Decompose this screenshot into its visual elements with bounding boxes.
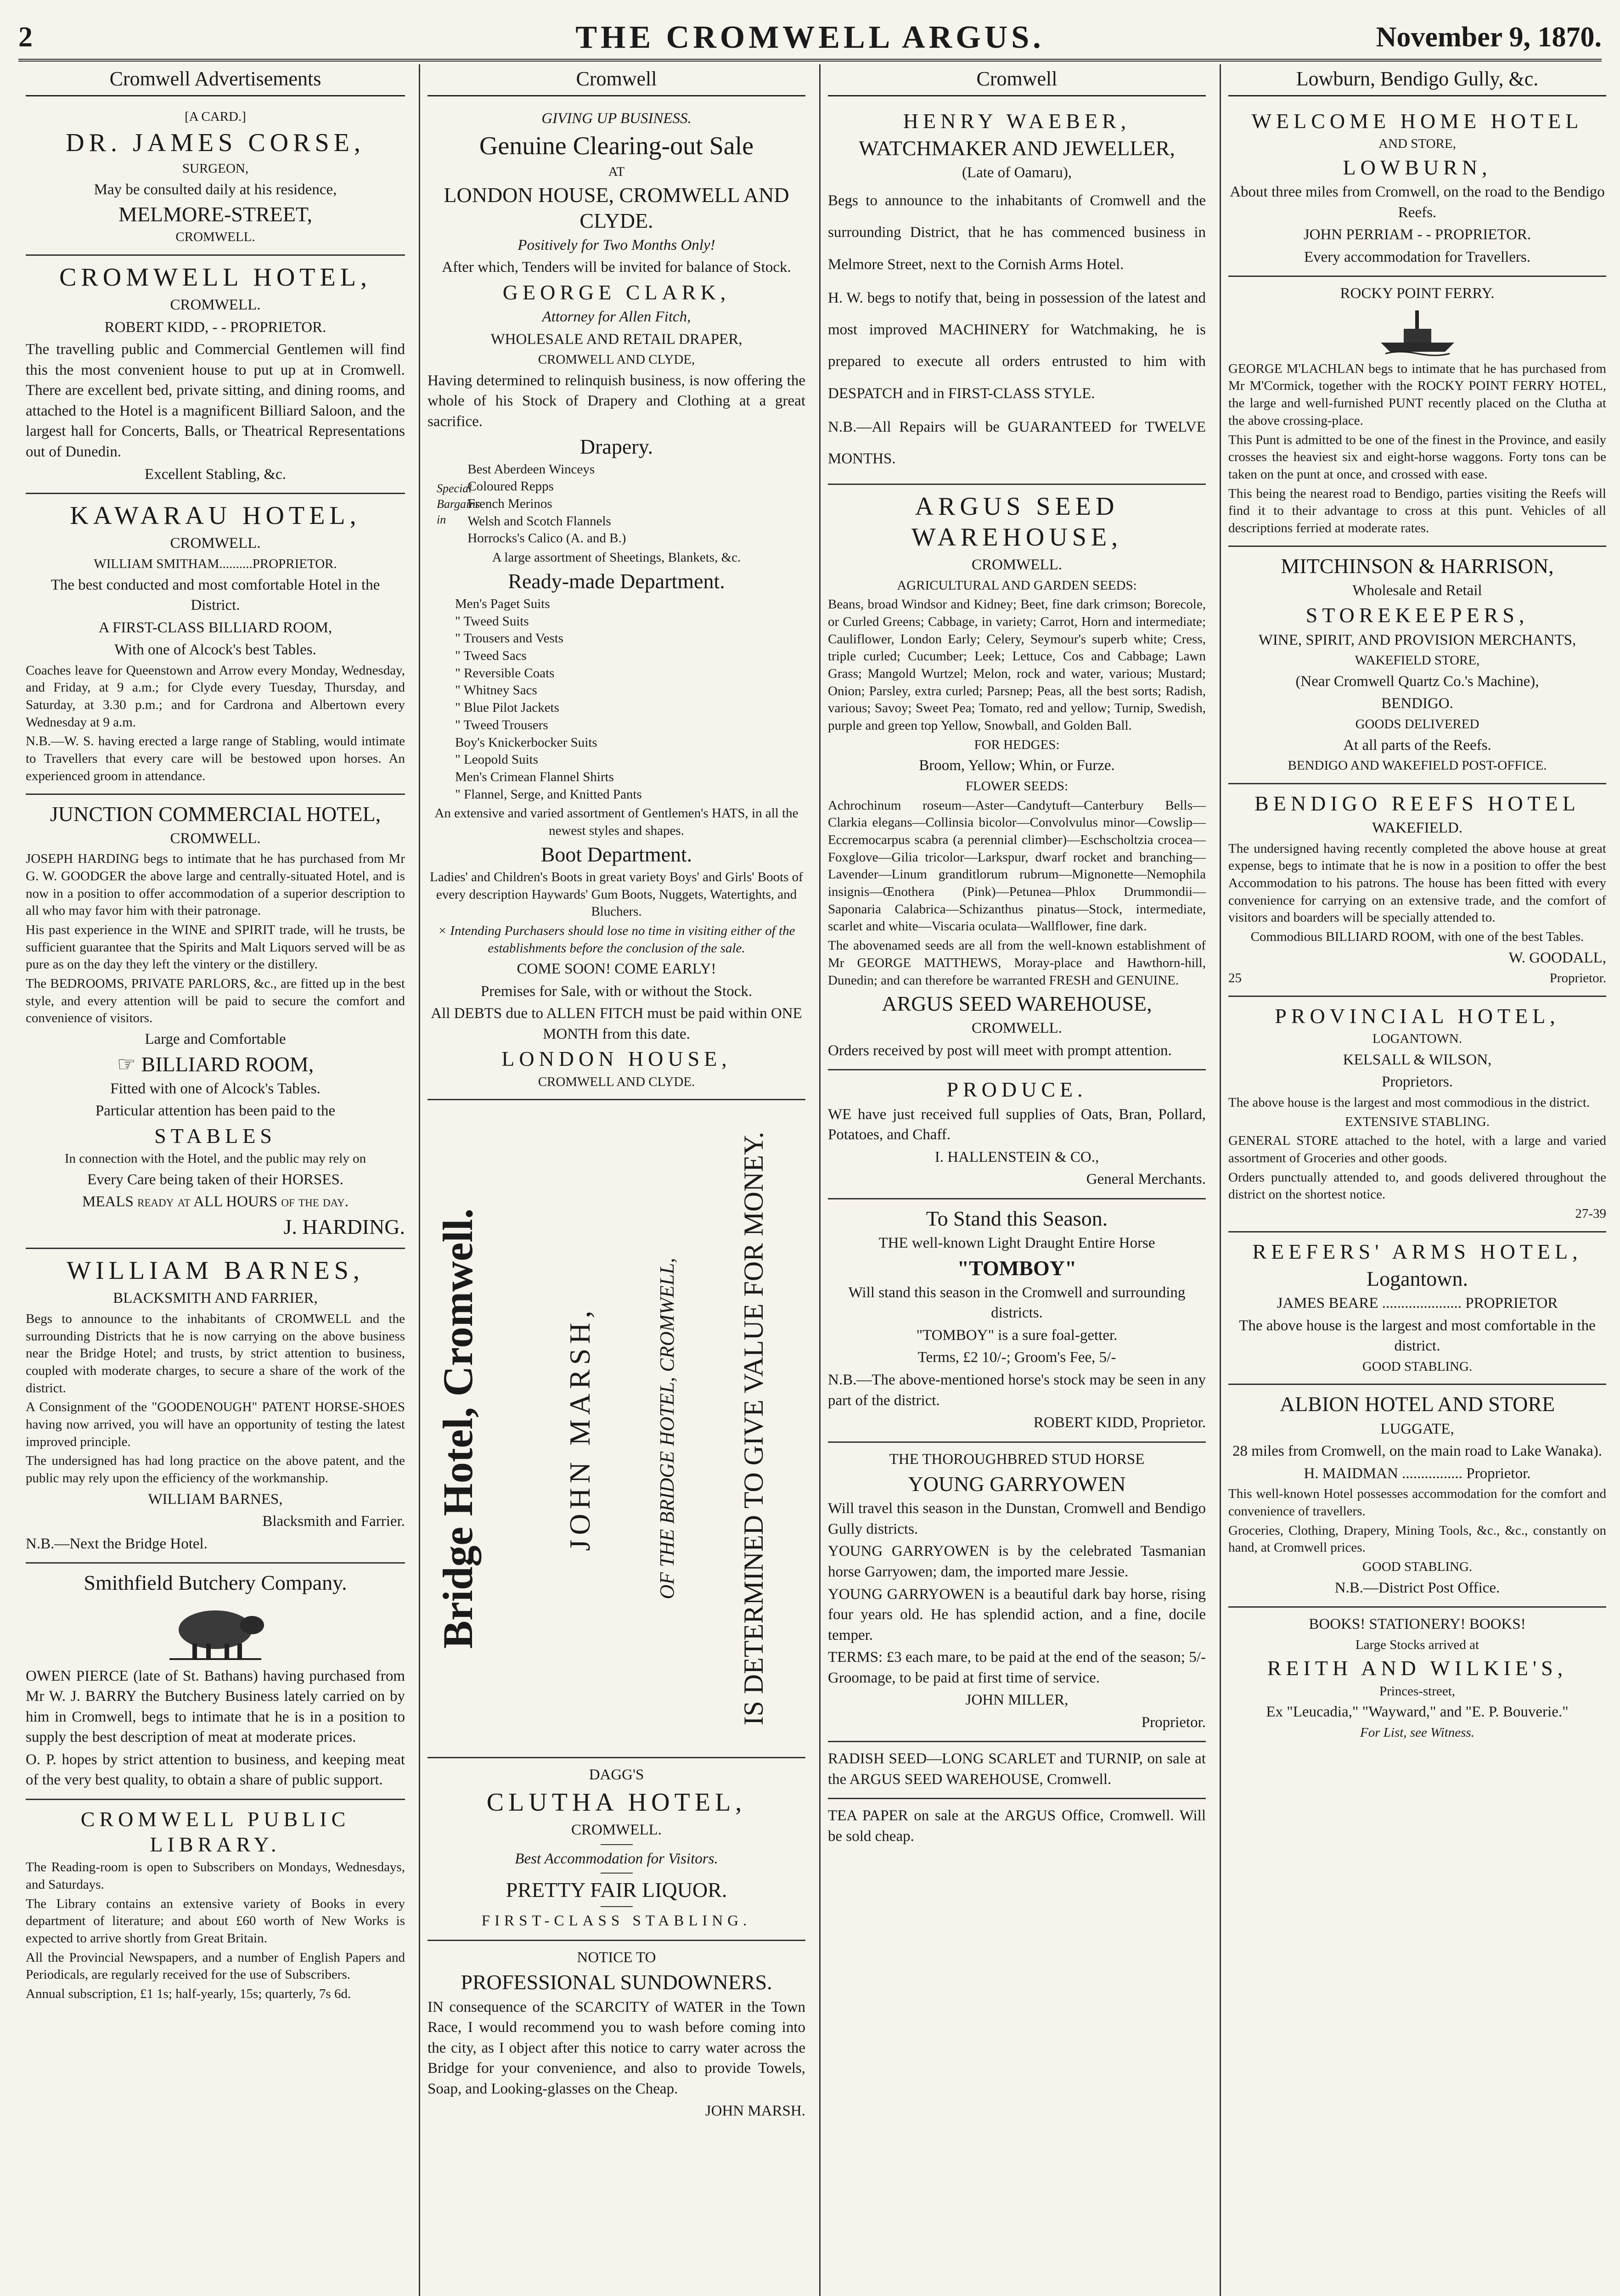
issue-date: November 9, 1870. — [1376, 22, 1602, 53]
ad-subheading: SURGEON, — [182, 161, 249, 176]
ad-clearing-out-sale — [428, 102, 805, 1100]
ad-text: GOOD STABLING. — [1362, 1359, 1473, 1374]
ad-text: Large and Comfortable — [145, 1031, 286, 1048]
ad-books-stationery — [1228, 1608, 1606, 1750]
column-heading: Cromwell Advertisements — [26, 64, 405, 96]
list-item: Boy's Knickerbocker Suits — [455, 735, 597, 750]
ad-text: N.B.—All Repairs will be GUARANTEED for TWELVE MONTHS. — [828, 419, 1206, 467]
ad-subheading: Logantown. — [1366, 1266, 1468, 1290]
ad-text: The Library contains an extensive variety of Books in every department of literature; and about £60 worth of New Works is expected to arrive shortly from Great Britain. — [26, 1896, 405, 1946]
ad-text: Coaches leave for Queenstown and Arrow every Monday, Wednesday, and Friday, at 9 a.m.; for Clyde every Tuesday, Thursday, and Saturday, at 3.30 p.m.; and for Cardrona and Albertown every Wednesday at 9 a.m. — [26, 663, 405, 730]
page-number: 2 — [18, 22, 33, 53]
ad-subheading: STOREKEEPERS, — [1305, 603, 1529, 627]
column-1 — [18, 64, 412, 2296]
ad-text: BENDIGO AND WAKEFIELD POST-OFFICE. — [1288, 758, 1547, 773]
ad-subheading: CROMWELL. — [571, 1822, 662, 1839]
ad-signature: J. HARDING. — [283, 1215, 405, 1238]
ad-text: Annual subscription, £1 1s; half-yearly, 15s; quarterly, 7s 6d. — [26, 1986, 351, 2002]
ad-welcome-home-hotel — [1228, 102, 1606, 277]
ad-kawarau-hotel — [26, 494, 405, 794]
ad-subheading: LOWBURN, — [1343, 155, 1492, 179]
ad-signature: General Merchants. — [1086, 1171, 1206, 1188]
ad-text: H. W. begs to notify that, being in possession of the latest and most improved MACHINERY for Watchmaking, he is prepared to execute all orders entrusted to him with DESPATCH and in FIRST-CLASS STYLE. — [828, 289, 1206, 402]
ad-text: For List, see Witness. — [1360, 1725, 1474, 1740]
ad-text: The undersigned has had long practice on the above patent, and the public may rely upon the efficiency of the workmanship. — [26, 1453, 405, 1486]
ad-text: BILLIARD ROOM, — [141, 1052, 314, 1076]
list-item: " Tweed Trousers — [455, 717, 548, 732]
ad-text: GENERAL STORE attached to the hotel, with a large and varied assortment of Groceries and other goods. — [1228, 1133, 1606, 1165]
ad-proprietor: H. MAIDMAN ................ Proprietor. — [1304, 1465, 1531, 1482]
ad-text — [26, 1052, 405, 1077]
ad-albion-hotel — [1228, 1385, 1606, 1608]
ad-signature: I. HALLENSTEIN & CO., — [934, 1148, 1099, 1165]
ad-tag: [A CARD.] — [185, 109, 246, 124]
ad-public-library — [26, 1800, 405, 2011]
ad-subheading: WATCHMAKER AND JEWELLER, — [859, 136, 1175, 160]
ad-text: This Punt is admitted to be one of the finest in the Province, and easily crosses the heaviest six and eight-horse waggons. Forty tons can be taken on the punt at once, and crossed with ease. — [1228, 432, 1606, 482]
ad-dr-corse — [26, 102, 405, 256]
ad-text: Groceries, Clothing, Drapery, Mining Tools, &c., &c., constantly on hand, at Cromwell prices. — [1228, 1523, 1606, 1555]
ad-text: 28 miles from Cromwell, on the main road to Lake Wanaka). — [1232, 1443, 1603, 1460]
ad-heading: MITCHINSON & HARRISON, — [1281, 554, 1554, 578]
list-item: " Whitney Sacs — [455, 683, 537, 698]
list-item: Welsh and Scotch Flannels — [467, 513, 611, 529]
column-2 — [419, 64, 813, 2296]
ad-text: A large assortment of Sheetings, Blankets, &c. — [492, 550, 741, 565]
ad-subheading: AND STORE, — [1378, 136, 1456, 152]
list-item: " Reversible Coats — [455, 665, 555, 681]
drapery-items — [467, 461, 626, 547]
ad-text: N.B.—District Post Office. — [1334, 1579, 1500, 1596]
list-item: French Merinos — [467, 496, 552, 512]
ad-text: Orders punctually attended to, and goods delivered throughout the district on the shortest notice. — [1228, 1170, 1606, 1202]
ad-text: YOUNG GARRYOWEN is by the celebrated Tasmanian horse Garryowen; dam, the imported mare Jessie. — [828, 1543, 1206, 1580]
ad-text: Begs to announce to the inhabitants of Cromwell and the surrounding District, that he has commenced business in Melmore Street, next to the Cornish Arms Hotel. — [828, 192, 1206, 273]
ad-text: GEORGE M'LACHLAN begs to intimate that he has purchased from Mr M'Cormick, together with the ROCKY POINT FERRY HOTEL, the large and well-furnished PUNT recently placed on the Clutha at the above crossing-place. — [1228, 361, 1606, 428]
ad-text: Positively for Two Months Only! — [518, 236, 715, 253]
column-heading: Cromwell — [828, 64, 1206, 96]
ad-signature: WILLIAM BARNES, — [148, 1491, 283, 1508]
vertical-line: JOHN MARSH, — [563, 1306, 596, 1551]
ad-heading: KAWARAU HOTEL, — [70, 501, 361, 530]
ad-text: Every accommodation for Travellers. — [1304, 248, 1531, 265]
ad-heading: PROVINCIAL HOTEL, — [1275, 1004, 1560, 1028]
ad-subheading: CROMWELL. — [170, 535, 261, 552]
drapery-list — [428, 461, 805, 547]
ad-text: All the Provincial Newspapers, and a number of English Papers and Periodicals, are regularly received for the use of Subscribers. — [26, 1950, 405, 1982]
ad-text: OWEN PIERCE (late of St. Bathans) having purchased from Mr W. J. BARRY the Butchery Business lately carried on by him in Cromwell, begs to intimate that he is in a position to supply the best description of meat at moderate prices. — [26, 1667, 405, 1746]
ad-subheading: CROMWELL. — [170, 830, 261, 847]
list-item: Coloured Repps — [467, 479, 554, 494]
ad-heading: JUNCTION COMMERCIAL HOTEL, — [50, 802, 381, 826]
pointing-hand-icon: ☞ — [117, 1052, 136, 1076]
ad-provincial-hotel — [1228, 997, 1606, 1232]
ad-text: Princes-street, — [1379, 1683, 1456, 1699]
ad-subheading: YOUNG GARRYOWEN — [908, 1472, 1126, 1496]
ad-text: N.B.—W. S. having erected a large range of Stabling, would intimate to Travellers that every care will be bestowed upon horses. An experienced groom in attendance. — [26, 734, 405, 783]
ad-proprietor: KELSALL & WILSON, — [1343, 1051, 1492, 1068]
ad-heading: BOOKS! STATIONERY! BOOKS! — [1309, 1616, 1526, 1633]
ad-subheading: CROMWELL. — [170, 297, 261, 314]
ad-text: EXTENSIVE STABLING. — [1344, 1114, 1490, 1129]
ad-subheading: LONDON HOUSE, CROMWELL AND CLYDE. — [444, 183, 789, 232]
ad-heading: Smithfield Butchery Company. — [84, 1571, 347, 1595]
ad-heading: To Stand this Season. — [926, 1206, 1108, 1230]
ad-subheading: LOGANTOWN. — [1372, 1031, 1462, 1047]
list-item: " Trousers and Vests — [455, 631, 564, 646]
ad-subheading: REITH AND WILKIE'S, — [1267, 1656, 1568, 1680]
ad-text: A FIRST-CLASS BILLIARD ROOM, — [98, 619, 332, 636]
ad-text: With one of Alcock's best Tables. — [114, 642, 316, 658]
ad-text: N.B.—The above-mentioned horse's stock may be seen in any part of the district. — [828, 1371, 1206, 1409]
section-heading: Boot Department. — [540, 842, 692, 866]
ad-tomboy — [828, 1199, 1206, 1443]
ad-signature: Blacksmith and Farrier. — [262, 1513, 405, 1530]
ad-signature: Proprietor. — [1141, 1714, 1206, 1731]
ad-text: Orders received by post will meet with prompt attention. — [828, 1042, 1172, 1059]
ad-text: The Reading-room is open to Subscribers on Mondays, Wednesdays, and Saturdays. — [26, 1860, 405, 1892]
ad-text: WE have just received full supplies of Oats, Bran, Pollard, Potatoes, and Chaff. — [828, 1106, 1206, 1143]
ad-text: The travelling public and Commercial Gentlemen will find this the most convenient house to put up at in Cromwell. There are excellent bed, private sitting, and dining rooms, and attached to the Hotel is a magnificent Billiard Saloon, and the largest hall for Concerts, Balls, or Theatrical Representations out of Dunedin. — [26, 341, 405, 460]
ad-kicker: DAGG'S — [589, 1767, 644, 1784]
ad-tea-paper — [828, 1799, 1206, 1855]
ad-text: WHOLESALE AND RETAIL DRAPER, — [490, 331, 742, 348]
ad-heading: HENRY WAEBER, — [903, 109, 1131, 133]
ad-text: Premises for Sale, with or without the Stock. — [480, 983, 753, 1000]
ad-reefers-arms-hotel — [1228, 1232, 1606, 1385]
ad-rocky-point-ferry — [1228, 277, 1606, 546]
ad-text: WINE, SPIRIT, AND PROVISION MERCHANTS, — [1258, 631, 1576, 648]
ad-text: GOODS DELIVERED — [1355, 716, 1479, 732]
ad-text: "TOMBOY" is a sure foal-getter. — [916, 1327, 1118, 1344]
ad-text: Terms, £2 10/-; Groom's Fee, 5/- — [917, 1349, 1116, 1366]
ad-text: COME SOON! COME EARLY! — [517, 961, 716, 978]
ad-smithfield-butchery — [26, 1564, 405, 1800]
ad-text: Having determined to relinquish business, is now offering the whole of his Stock of Drapery and Clothing at a great sacrifice. — [428, 372, 805, 430]
ad-text: TEA PAPER on sale at the ARGUS Office, Cromwell. Will be sold cheap. — [828, 1807, 1206, 1845]
ad-junction-hotel — [26, 795, 405, 1249]
ad-text: FLOWER SEEDS: — [965, 778, 1069, 793]
ad-text: Every Care being taken of their HORSES. — [87, 1171, 344, 1188]
list-item: Men's Paget Suits — [455, 597, 550, 611]
ad-text: THE well-known Light Draught Entire Horse — [878, 1235, 1155, 1252]
ad-text: All DEBTS due to ALLEN FITCH must be paid within ONE MONTH from this date. — [431, 1005, 802, 1042]
ad-text: RADISH SEED—LONG SCARLET and TURNIP, on sale at the ARGUS SEED WAREHOUSE, Cromwell. — [828, 1750, 1206, 1788]
ad-subheading: CROMWELL. — [971, 556, 1063, 573]
list-item: " Tweed Sacs — [455, 648, 527, 664]
ad-signature: ROBERT KIDD, Proprietor. — [1033, 1414, 1206, 1431]
ad-text: Will stand this season in the Cromwell and surrounding districts. — [848, 1284, 1186, 1322]
ad-cromwell-hotel — [26, 256, 405, 494]
ad-signature: W. GOODALL, — [1508, 949, 1606, 966]
ad-text: CROMWELL. — [175, 230, 255, 245]
ad-heading: CLUTHA HOTEL, — [486, 1788, 747, 1817]
list-item: " Leopold Suits — [455, 752, 539, 767]
ready-made-list — [428, 596, 805, 803]
ad-proprietor: WILLIAM SMITHAM..........PROPRIETOR. — [94, 556, 337, 571]
ad-heading: ROCKY POINT FERRY. — [1340, 285, 1495, 302]
ad-text: TERMS: £3 each mare, to be paid at the end of the season; 5/- Groomage, to be paid at first time of service. — [828, 1649, 1206, 1686]
ad-text: GOOD STABLING. — [1362, 1559, 1473, 1574]
section-heading: Drapery. — [579, 434, 653, 458]
ad-text: O. P. hopes by strict attention to business, and keeping meat of the very best quality, to obtain a share of public support. — [26, 1751, 405, 1789]
ad-text: The above house is the largest and most comfortable in the district. — [1239, 1317, 1596, 1355]
ad-text: His past experience in the WINE and SPIRIT trade, will he trusts, be sufficient guarantee that the Spirits and Malt Liquors served will be as pure as on the day they left the vintery or the distillery. — [26, 923, 405, 972]
ad-text: A Consignment of the "GOODENOUGH" PATENT HORSE-SHOES having now arrived, you will have an opportunity of testing the latest improved principle. — [26, 1400, 405, 1449]
ad-text: AGRICULTURAL AND GARDEN SEEDS: — [897, 578, 1137, 593]
ad-kicker: GIVING UP BUSINESS. — [541, 110, 692, 127]
column-heading: Cromwell — [428, 64, 805, 96]
ad-heading: LONDON HOUSE, — [501, 1047, 731, 1071]
ad-text: × Intending Purchasers should lose no time in visiting either of the establishments before the conclusion of the sale. — [438, 923, 795, 956]
ad-heading: BENDIGO REEFS HOTEL — [1254, 791, 1580, 815]
ad-bendigo-reefs-hotel — [1228, 784, 1606, 997]
ad-heading: DR. JAMES CORSE, — [66, 128, 365, 157]
ad-subheading: LUGGATE, — [1380, 1420, 1454, 1437]
ad-text: Best Accommodation for Visitors. — [515, 1850, 718, 1867]
ad-text: May be consulted daily at his residence, — [94, 181, 337, 198]
ad-signature: JOHN MILLER, — [965, 1692, 1069, 1709]
ad-heading: Genuine Clearing-out Sale — [479, 131, 754, 160]
ad-clutha-hotel — [428, 1758, 805, 1941]
newspaper-title: THE CROMWELL ARGUS. — [575, 20, 1045, 55]
ad-subheading: "TOMBOY" — [957, 1256, 1077, 1280]
ad-mitchinson-harrison — [1228, 547, 1606, 784]
ad-text: Ladies' and Children's Boots in great variety Boys' and Girls' Boots of every description Haywards' Gum Boots, Nuggets, Watertights, and Bluchers. — [430, 869, 803, 919]
ad-text: BENDIGO. — [1381, 695, 1453, 712]
section-heading: Ready-made Department. — [508, 569, 725, 593]
ad-text: (Late of Oamaru), — [962, 164, 1072, 181]
column-4 — [1220, 64, 1614, 2296]
ad-proprietor: JOHN PERRIAM - - PROPRIETOR. — [1303, 226, 1531, 243]
ad-heading: WELCOME HOME HOTEL — [1251, 109, 1583, 133]
ad-heading: CROMWELL PUBLIC LIBRARY. — [80, 1807, 350, 1857]
vertical-line: OF THE BRIDGE HOTEL, CROMWELL, — [656, 1258, 678, 1599]
ad-text: The above house is the largest and most commodious in the district. — [1228, 1095, 1590, 1110]
ad-proprietor: ROBERT KIDD, - - PROPRIETOR. — [104, 319, 326, 336]
ad-text: PRETTY FAIR LIQUOR. — [506, 1878, 727, 1902]
ad-text: JOSEPH HARDING begs to intimate that he has purchased from Mr G. W. GOODGER the above large and centrally-situated Hotel, and is now in a position to offer accommodation of a superior description to all who may favor him with their patronage. — [26, 851, 405, 918]
ad-text: AT — [608, 164, 625, 179]
ad-text: CROMWELL AND CLYDE, — [538, 352, 695, 367]
ad-text: Fitted with one of Alcock's Tables. — [110, 1080, 321, 1097]
ad-text: YOUNG GARRYOWEN is a beautiful dark bay horse, rising four years old. He has splendid action, and a fine, docile temper. — [828, 1586, 1206, 1643]
vertical-line: IS DETERMINED TO GIVE VALUE FOR MONEY. — [738, 1131, 769, 1726]
ad-heading: ARGUS SEED WAREHOUSE, — [911, 492, 1123, 551]
ad-proprietor: JAMES BEARE ..................... PROPRIETOR — [1277, 1295, 1558, 1312]
sheep-icon — [26, 1598, 405, 1664]
ad-text: Will travel this season in the Dunstan, Cromwell and Bendigo Gully districts. — [828, 1500, 1206, 1537]
ad-argus-seed-warehouse — [828, 485, 1206, 1071]
ad-text: Large Stocks arrived at — [1355, 1637, 1479, 1652]
ship-icon — [1228, 306, 1606, 359]
ad-text: The best conducted and most comfortable Hotel in the District. — [51, 576, 380, 614]
ad-text: MELMORE-STREET, — [118, 203, 313, 226]
ad-text: Achrochinum roseum—Aster—Candytuft—Canterbury Bells—Clarkia elegans—Collinsia bicolor—Convolvulus minor—Cowslip—Eccremocarpus scabra (a perennial climber)—Eschscholtzia crocea—Foxglove—Gilia tricolor—Larkspur, dwarf rocket and branching—Lavender—Linum granditlorum rubrum—Mignonette—Nemophila insignis—Œnothera (Pink)—Petunea—Phlox Drummondii—Saponaria Calabrica—Schizanthus pinatus—Stock, intermediate, scarlet and white—Viscaria oculata—Wallflower, fine dark. — [828, 798, 1206, 934]
ad-text: N.B.—Next the Bridge Hotel. — [26, 1535, 208, 1552]
ad-william-barnes — [26, 1249, 405, 1564]
divider — [601, 1873, 633, 1874]
ad-henry-waeber — [828, 102, 1206, 485]
ad-produce — [828, 1070, 1206, 1199]
ad-subheading: Wholesale and Retail — [1352, 582, 1482, 599]
ad-heading: ARGUS SEED WAREHOUSE, — [882, 992, 1152, 1016]
ad-heading: REEFERS' ARMS HOTEL, — [1252, 1239, 1582, 1263]
ad-bridge-hotel — [428, 1100, 805, 1758]
ad-text: STABLES — [154, 1124, 276, 1148]
ad-radish-seed — [828, 1742, 1206, 1799]
ad-heading: CROMWELL HOTEL, — [59, 263, 371, 292]
ad-text: About three miles from Cromwell, on the road to the Bendigo Reefs. — [1230, 184, 1605, 221]
ad-text: An extensive and varied assortment of Gentlemen's HATS, in all the newest styles and shapes. — [434, 806, 799, 838]
ad-subheading: BLACKSMITH AND FARRIER, — [113, 1290, 318, 1307]
ad-text: Excellent Stabling, &c. — [145, 466, 286, 483]
list-item: Men's Crimean Flannel Shirts — [455, 769, 614, 784]
ad-text: This well-known Hotel possesses accommodation for the comfort and convenience of travellers. — [1228, 1486, 1606, 1519]
ad-text: Attorney for Allen Fitch, — [542, 309, 691, 326]
ad-text: The undersigned having recently completed the above house at great expense, begs to intimate that he is now in a position to offer the best Accommodation to his patrons. The house has been fitted with every convenience for carrying on an extensive trade, and the comfort of visitors and boarders will be specially attended to. — [1228, 841, 1606, 925]
ad-heading: GEORGE CLARK, — [502, 280, 731, 304]
ad-number: 27-39 — [1575, 1206, 1606, 1221]
divider — [601, 1844, 633, 1845]
ad-text — [1228, 970, 1606, 987]
ad-text: IN consequence of the SCARCITY of WATER in the Town Race, I would recommend you to wash before coming into the city, as I object after this notice to carry water across the Bridge for your convenience, and also to provide Towels, Soap, and Looking-glasses on the Cheap. — [428, 1998, 805, 2097]
ad-text: Begs to announce to the inhabitants of CROMWELL and the surrounding Districts that he is now carrying on the above business near the Bridge Hotel; and trusts, by strict attention to business, coupled with moderate charges, to secure a share of the work of the district. — [26, 1311, 405, 1396]
vertical-line: Bridge Hotel, Cromwell. — [434, 1208, 481, 1649]
column-heading: Lowburn, Bendigo Gully, &c. — [1228, 64, 1606, 96]
brace-label: Special Bargains in — [437, 482, 480, 526]
ad-text: Commodious BILLIARD ROOM, with one of the best Tables. — [1250, 929, 1584, 945]
ad-young-garryowen — [828, 1443, 1206, 1743]
ad-text: Ex "Leucadia," "Wayward," and "E. P. Bouverie." — [1266, 1704, 1569, 1721]
ad-text: Beans, broad Windsor and Kidney; Beet, fine dark crimson; Borecole, or Curled Greens; Cabbage, in variety; Carrot, Horn and intermediate; Cauliflower, London Early; Celery, Seymour's superb white; Cress, triple curled; Cucumber; Leek; Lettuce, Cos and Cabbage; Lawn Grass; Mangold Wurtzel; Melon, rock and water, various; Mustard; Onion; Parsley, extra curled; Parsnep; Peas, all the best sorts; Radish, various; Savoy; Sweet Pea; Tomato, red and yellow; Turnip, Swedish, purple and green top Yellow, Snowball, and Golden Ball. — [828, 597, 1206, 733]
ad-heading: WILLIAM BARNES, — [67, 1256, 364, 1285]
list-item: Horrocks's Calico (A. and B.) — [467, 531, 626, 546]
ad-text: The abovenamed seeds are all from the well-known establishment of Mr GEORGE MATTHEWS, Moray-place and Hawthorn-hill, Dunedin; and can therefore be warranted FRESH and GENUINE. — [828, 938, 1206, 988]
ad-text: FIRST-CLASS STABLING. — [481, 1913, 752, 1930]
list-item: " Blue Pilot Jackets — [455, 700, 559, 715]
ad-text: CROMWELL AND CLYDE. — [538, 1074, 695, 1089]
ad-text: The BEDROOMS, PRIVATE PARLORS, &c., are fitted up in the best style, and every attention will be paid to secure the comfort and convenience of visitors. — [26, 976, 405, 1026]
ad-text: WAKEFIELD STORE, — [1355, 653, 1480, 668]
column-3 — [819, 64, 1213, 2296]
ad-signature: JOHN MARSH. — [705, 2103, 805, 2120]
ad-text: FOR HEDGES: — [974, 737, 1060, 752]
list-item: " Flannel, Serge, and Knitted Pants — [455, 787, 642, 802]
ad-text: After which, Tenders will be invited for balance of Stock. — [442, 259, 791, 276]
ad-kicker: NOTICE TO — [577, 1949, 656, 1966]
ad-text: Broom, Yellow; Whin, or Furze. — [919, 757, 1115, 774]
ad-text: (Near Cromwell Quartz Co.'s Machine), — [1295, 673, 1539, 690]
ad-text: MEALS ready at ALL HOURS of the day. — [82, 1193, 349, 1210]
ad-subheading: WAKEFIELD. — [1372, 820, 1463, 837]
ad-text: Particular attention has been paid to the — [95, 1103, 336, 1120]
ad-text: Proprietors. — [1382, 1074, 1453, 1091]
ad-text: At all parts of the Reefs. — [1343, 737, 1491, 754]
list-item: " Tweed Suits — [455, 613, 529, 629]
ad-heading: ALBION HOTEL AND STORE — [1279, 1392, 1555, 1416]
ad-text: This being the nearest road to Bendigo, parties visiting the Reefs will find it to their advantage to cross at this punt. Vehicles of all descriptions ferried at moderate rates. — [1228, 486, 1606, 535]
ad-heading: PRODUCE. — [946, 1078, 1087, 1102]
ad-text: In connection with the Hotel, and the public may rely on — [64, 1151, 366, 1166]
ad-heading: PROFESSIONAL SUNDOWNERS. — [461, 1970, 772, 1994]
ad-text: CROMWELL. — [971, 1020, 1063, 1037]
divider — [601, 1906, 633, 1907]
ad-heading: THE THOROUGHBRED STUD HORSE — [889, 1451, 1145, 1468]
ad-sundowners-notice — [428, 1941, 805, 2130]
ad-number: 25 — [1228, 971, 1242, 986]
list-item: Best Aberdeen Winceys — [467, 461, 595, 477]
masthead — [18, 13, 1602, 62]
ad-signature: Proprietor. — [1549, 971, 1606, 986]
